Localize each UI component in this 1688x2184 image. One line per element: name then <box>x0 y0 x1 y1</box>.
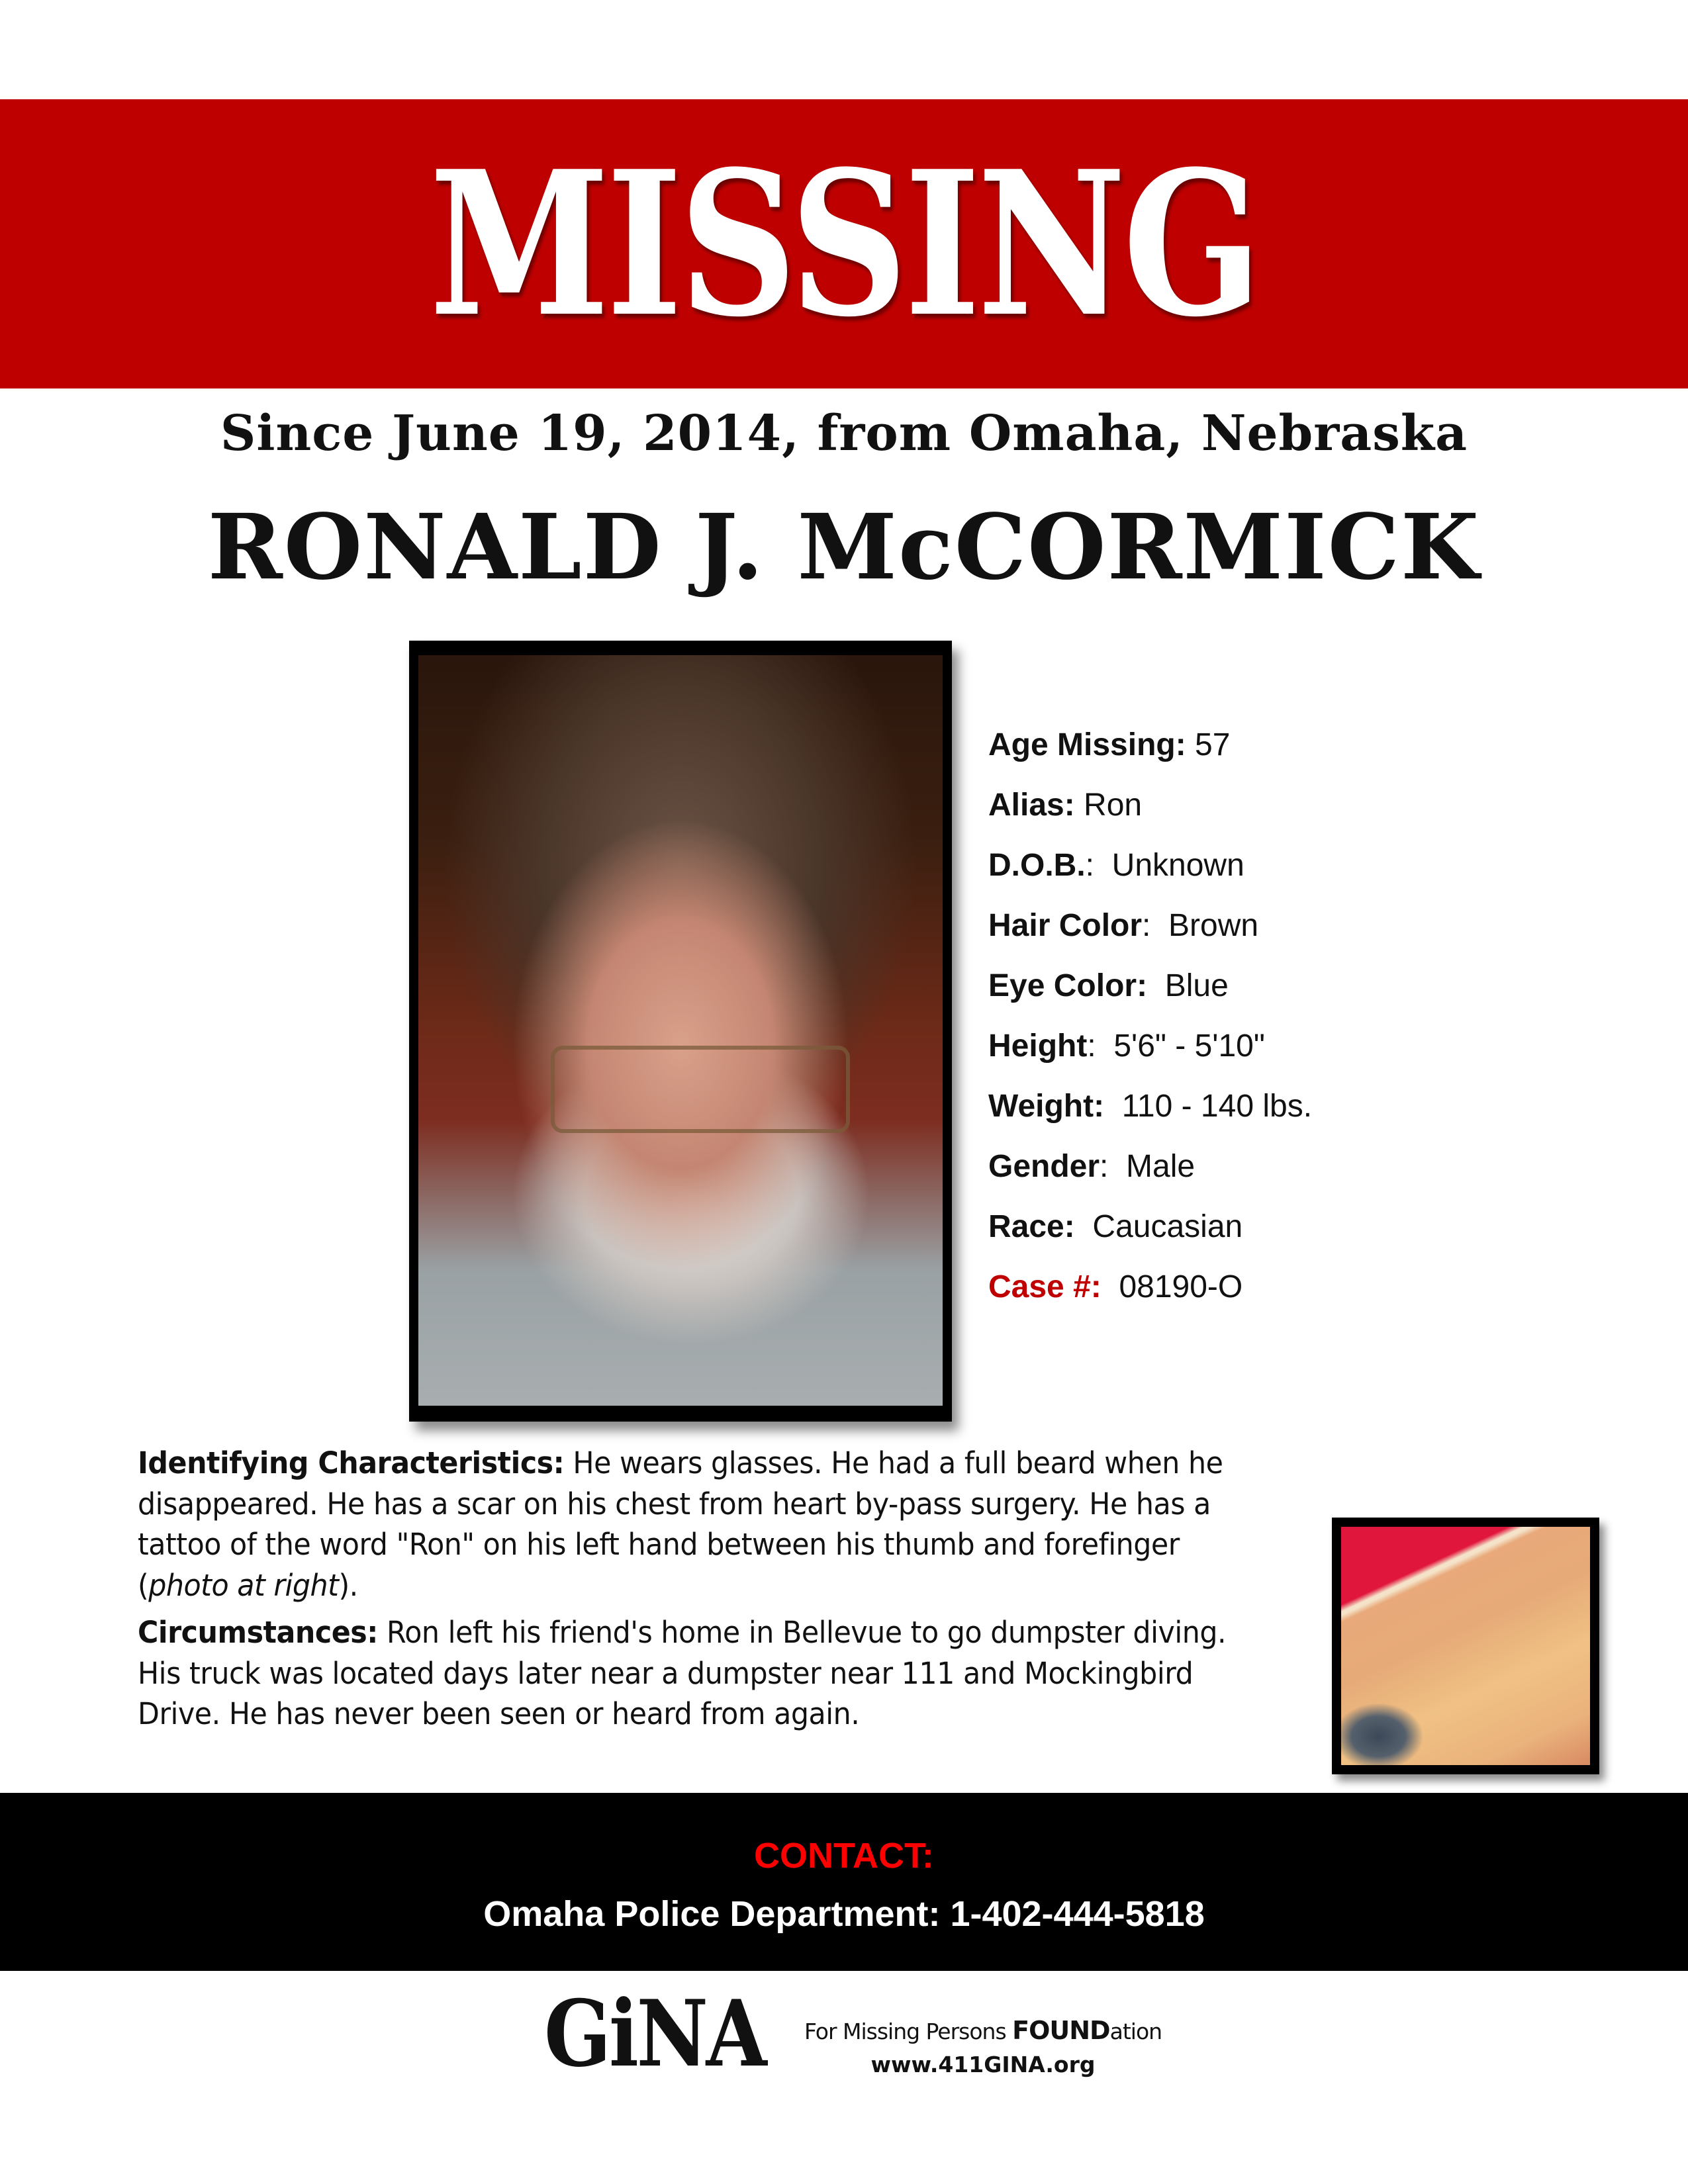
missing-title: MISSING <box>429 126 1259 361</box>
tattoo-photo <box>1341 1527 1590 1765</box>
tagline-prefix: For Missing Persons <box>804 2019 1013 2044</box>
detail-label: Race: <box>988 1209 1075 1244</box>
detail-value: 57 <box>1186 727 1231 762</box>
detail-label: Age Missing: <box>988 727 1186 762</box>
missing-since-subtitle: Since June 19, 2014, from Omaha, Nebraska <box>220 405 1468 462</box>
gina-tagline <box>788 2016 1178 2046</box>
detail-hair-color <box>988 906 1452 966</box>
tagline-found: FOUND <box>1012 2016 1110 2045</box>
detail-value: : 5'6" - 5'10" <box>1087 1028 1265 1064</box>
identifying-text: He wears glasses. He had a full beard when he disappeared. He has a scar on his chest from heart by-pass surgery. He has a tattoo of the word "Ron" on his left hand between his thumb and forefinger ( <box>138 1445 1223 1603</box>
detail-weight <box>988 1087 1452 1147</box>
person-photo-frame <box>409 641 952 1422</box>
circumstances <box>138 1612 1244 1735</box>
detail-age-missing <box>988 725 1452 786</box>
detail-eye-color <box>988 966 1452 1026</box>
detail-value: : Unknown <box>1085 848 1244 883</box>
detail-dob <box>988 846 1452 906</box>
detail-value: Blue <box>1147 968 1229 1003</box>
identifying-characteristics <box>138 1443 1244 1606</box>
detail-value: 08190-O <box>1101 1269 1243 1304</box>
description-section <box>138 1443 1244 1741</box>
detail-value: 110 - 140 lbs. <box>1104 1089 1313 1124</box>
person-name: RONALD J. McCORMICK <box>207 494 1481 600</box>
person-photo <box>418 655 943 1406</box>
circumstances-label: Circumstances: <box>138 1615 378 1650</box>
detail-label: Height <box>988 1028 1088 1064</box>
detail-label: Alias: <box>988 788 1075 823</box>
tattoo-photo-frame <box>1332 1518 1599 1774</box>
detail-race <box>988 1207 1452 1267</box>
detail-label: Eye Color: <box>988 968 1148 1003</box>
details-list <box>988 725 1452 1328</box>
detail-height <box>988 1026 1452 1087</box>
detail-value: Ron <box>1074 788 1143 823</box>
glasses-shape <box>551 1046 850 1133</box>
detail-label: Gender <box>988 1149 1100 1184</box>
detail-case-number <box>988 1267 1452 1328</box>
identifying-text-end: ). <box>338 1567 358 1603</box>
gina-logo: GiNA <box>544 1979 765 2087</box>
contact-phone: Omaha Police Department: 1-402-444-5818 <box>483 1894 1205 1934</box>
detail-alias <box>988 786 1452 846</box>
detail-value: : Male <box>1100 1149 1196 1184</box>
detail-value: Caucasian <box>1074 1209 1243 1244</box>
tagline-suffix: ation <box>1109 2019 1162 2044</box>
circumstances-text: Ron left his friend's home in Bellevue to go dumpster diving. His truck was located days later near a dumpster near 111 and Mockingbird Drive. He has never been seen or heard from again. <box>138 1615 1227 1731</box>
detail-label: Case #: <box>988 1269 1102 1304</box>
contact-band <box>0 1793 1688 1971</box>
detail-label: Hair Color <box>988 908 1143 943</box>
gina-url-link[interactable]: www.411GINA.org <box>870 2052 1096 2077</box>
detail-label: D.O.B. <box>988 848 1086 883</box>
detail-label: Weight: <box>988 1089 1105 1124</box>
detail-value: : Brown <box>1142 908 1259 943</box>
identifying-italic: photo at right <box>148 1567 339 1603</box>
contact-title: CONTACT: <box>754 1836 934 1876</box>
detail-gender <box>988 1147 1452 1207</box>
identifying-label: Identifying Characteristics: <box>138 1445 565 1480</box>
